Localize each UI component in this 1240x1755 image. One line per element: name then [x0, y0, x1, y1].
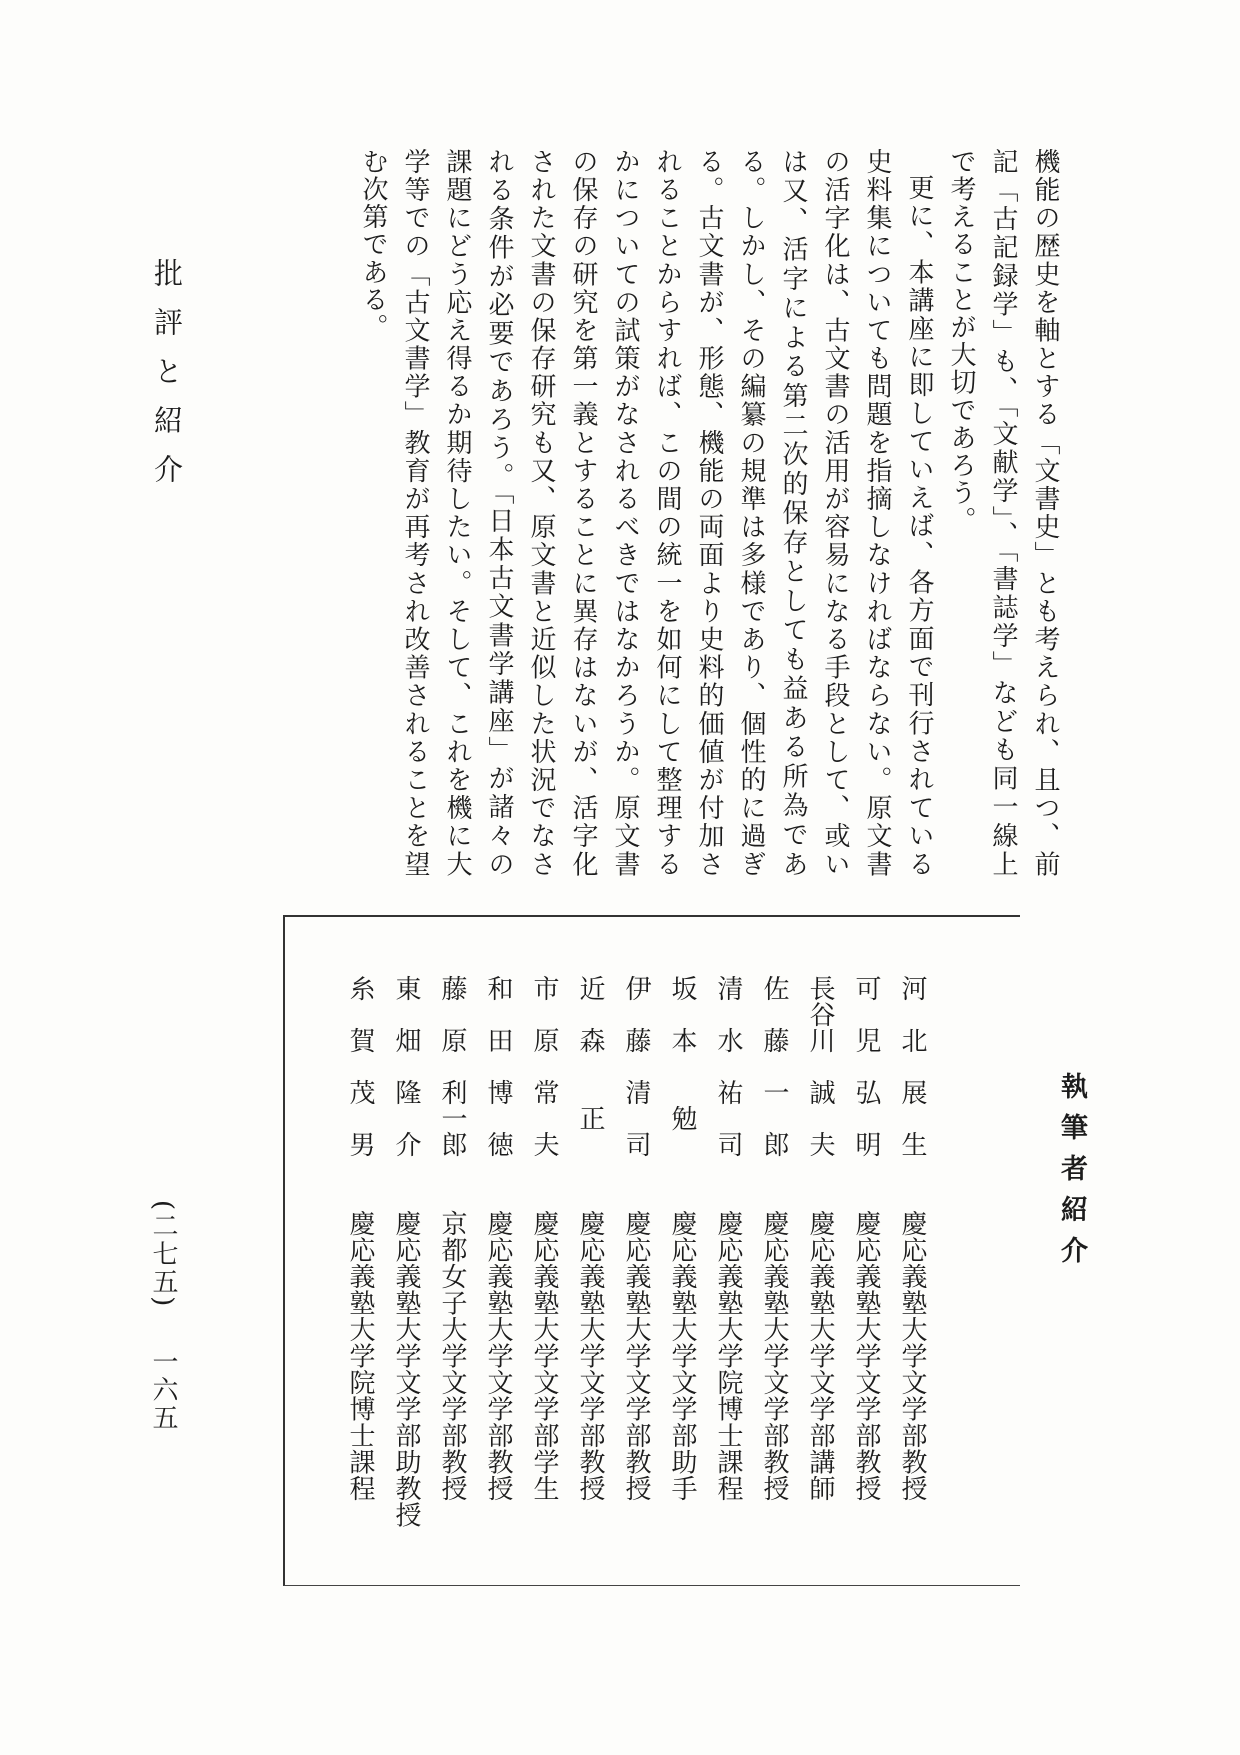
- contributor-entry: [844, 975, 888, 1615]
- contributor-affiliation: 慶応義塾大学文学部教授: [621, 1210, 651, 1502]
- contributor-entry: [752, 975, 796, 1615]
- contributor-affiliation: 慶応義塾大学文学部助教授: [391, 1210, 421, 1528]
- contributor-entry: [706, 975, 750, 1615]
- contributor-entry: [660, 975, 704, 1615]
- contributor-affiliation: 慶応義塾大学文学部助手: [667, 1210, 697, 1502]
- contributor-affiliation: 慶応義塾大学文学部教授: [575, 1210, 605, 1502]
- contributor-name: 佐 藤 一 郎: [759, 975, 789, 1157]
- page-folio: 一六五: [148, 1348, 178, 1433]
- contributor-entry: [384, 975, 428, 1615]
- contributor-affiliation: 慶応義塾大学院博士課程: [345, 1210, 375, 1502]
- contributor-name: 伊 藤 清 司: [621, 975, 651, 1157]
- contributor-name: 河 北 展 生: [897, 975, 927, 1157]
- body-paragraph: 機能の歴史を軸とする「文書史」とも考えられ、且つ、前記「古記録学」も、「文献学」、「書誌学」なども同一線上で考えることが大切であろう。: [946, 148, 1060, 878]
- contributor-entry: [338, 975, 382, 1615]
- contributor-entry: [430, 975, 474, 1615]
- contributor-affiliation: 慶応義塾大学文学部教授: [759, 1210, 789, 1502]
- volume-page-number: (二七五): [148, 1200, 178, 1309]
- contributor-entry: [568, 975, 612, 1615]
- contributor-affiliation: 慶応義塾大学文学部講師: [805, 1210, 835, 1502]
- contributor-entry: [798, 975, 842, 1615]
- contributor-name: 清 水 祐 司: [713, 975, 743, 1157]
- section-header: 批評と紹介: [150, 258, 184, 503]
- contributor-entry: [890, 975, 934, 1615]
- contributor-affiliation: 慶応義塾大学文学部教授: [483, 1210, 513, 1502]
- contributor-entry: [614, 975, 658, 1615]
- contributors-title: 執筆者紹介: [1056, 1072, 1087, 1277]
- body-text: [352, 148, 1066, 878]
- contributor-name: 和 田 博 徳: [483, 975, 513, 1157]
- contributor-name: 糸 賀 茂 男: [345, 975, 375, 1157]
- contributor-affiliation: 慶応義塾大学院博士課程: [713, 1210, 743, 1502]
- contributor-entry: [476, 975, 520, 1615]
- contributor-affiliation: 京都女子大学文学部教授: [437, 1210, 467, 1502]
- contributor-name: 長谷川 誠 夫: [805, 975, 835, 1157]
- contributor-affiliation: 慶応義塾大学文学部教授: [897, 1210, 927, 1502]
- contributor-name: 藤 原 利一郎: [437, 975, 467, 1157]
- contributor-affiliation: 慶応義塾大学文学部学生: [529, 1210, 559, 1502]
- body-paragraph: 更に、本講座に即していえば、各方面で刊行されている史料集についても問題を指摘しなければならない。原文書の活字化は、古文書の活用が容易になる手段として、或いは又、活字による第二次的保存としても益ある所為である。しかし、その編纂の規準は多様であり、個性的に過ぎる。古文書が、形態、機能の両面より史料的価値が付加されることからすれば、この間の統一を如何にして整理するかについての試策がなされるべきではなかろうか。原文書の保存の研究を第一義とすることに異存はないが、活字化された文書の保存研究も又、原文書と近似した状況でなされる条件が必要であろう。「日本古文書学講座」が諸々の課題にどう応え得るか期待したい。そして、これを機に大学等での「古文書学」教育が再考され改善されることを望む次第である。: [358, 148, 934, 878]
- contributor-entry: [522, 975, 566, 1615]
- contributor-name: 坂 本 勉: [667, 975, 697, 1131]
- contributor-name: 市 原 常 夫: [529, 975, 559, 1157]
- contributor-name: 東 畑 隆 介: [391, 975, 421, 1157]
- contributor-affiliation: 慶応義塾大学文学部教授: [851, 1210, 881, 1502]
- contributor-name: 近 森 正: [575, 975, 605, 1131]
- contributor-name: 可 児 弘 明: [851, 975, 881, 1157]
- page-number: [150, 1200, 176, 1432]
